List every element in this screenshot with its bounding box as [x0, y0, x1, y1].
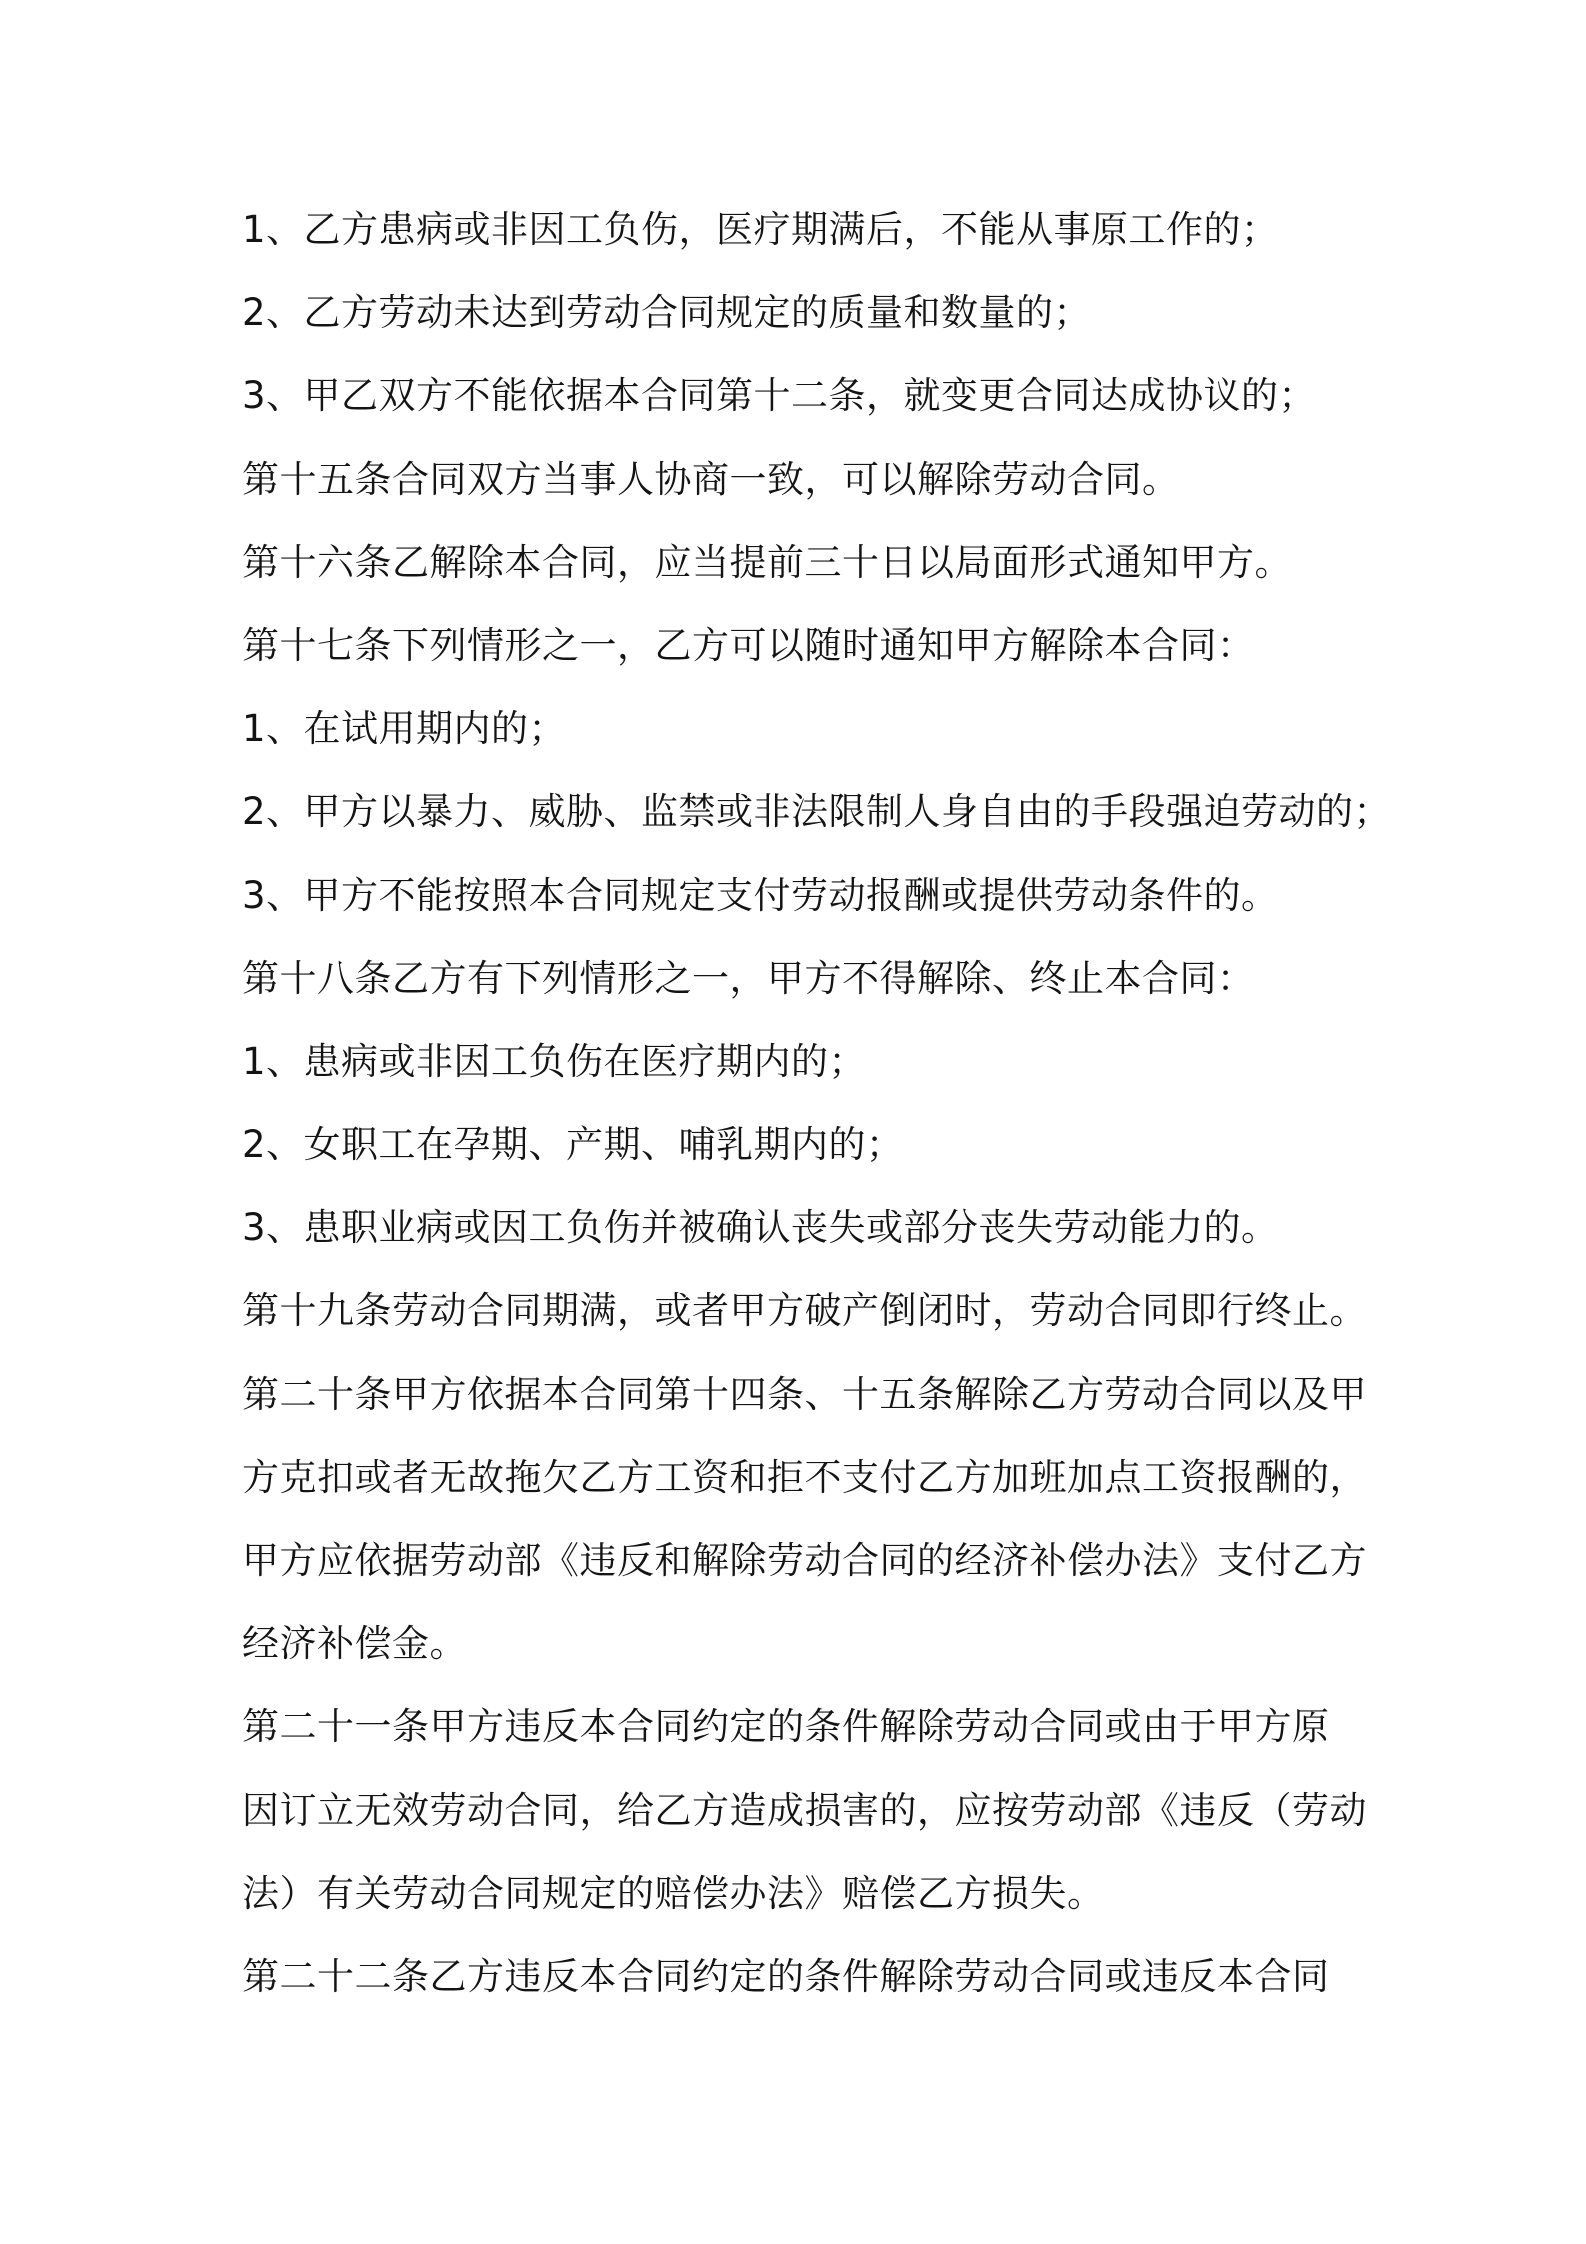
text-line: 第二十一条甲方违反本合同约定的条件解除劳动合同或由于甲方原 [242, 1705, 1330, 1749]
text-line: 2、乙方劳动未达到劳动合同规定的质量和数量的； [242, 291, 1092, 335]
text-line: 第十八条乙方有下列情形之一，甲方不得解除、终止本合同： [242, 956, 1255, 1000]
text-line: 第十九条劳动合同期满，或者甲方破产倒闭时，劳动合同即行终止。 [242, 1289, 1367, 1333]
text-line: 法）有关劳动合同规定的赔偿办法》赔偿乙方损失。 [242, 1871, 1105, 1915]
text-line: 3、甲方不能按照本合同规定支付劳动报酬或提供劳动条件的。 [242, 873, 1279, 917]
text-line: 第二十二条乙方违反本合同约定的条件解除劳动合同或违反本合同 [242, 1954, 1330, 1998]
text-line: 1、乙方患病或非因工负伤，医疗期满后，不能从事原工作的； [242, 208, 1279, 251]
text-line: 甲方应依据劳动部《违反和解除劳动合同的经济补偿办法》支付乙方 [242, 1539, 1367, 1582]
text-line: 第十五条合同双方当事人协商一致，可以解除劳动合同。 [242, 457, 1180, 501]
text-line: 3、患职业病或因工负伤并被确认丧失或部分丧失劳动能力的。 [242, 1206, 1279, 1250]
text-line: 方克扣或者无故拖欠乙方工资和拒不支付乙方加班加点工资报酬的， [242, 1455, 1367, 1499]
text-line: 1、在试用期内的； [242, 707, 567, 751]
text-line: 因订立无效劳动合同，给乙方造成损害的，应按劳动部《违反（劳动 [242, 1788, 1367, 1832]
document-body [242, 198, 1392, 2028]
text-line: 第十六条乙解除本合同，应当提前三十日以局面形式通知甲方。 [242, 540, 1292, 584]
text-line: 2、甲方以暴力、威胁、监禁或非法限制人身自由的手段强迫劳动的； [242, 790, 1392, 834]
text-line: 第二十条甲方依据本合同第十四条、十五条解除乙方劳动合同以及甲 [242, 1372, 1367, 1416]
text-line: 1、患病或非因工负伤在医疗期内的； [242, 1039, 867, 1083]
text-line: 经济补偿金。 [242, 1622, 467, 1666]
text-line: 3、甲乙双方不能依据本合同第十二条，就变更合同达成协议的； [242, 374, 1317, 418]
text-line: 第十七条下列情形之一，乙方可以随时通知甲方解除本合同： [242, 623, 1255, 667]
text-line: 2、女职工在孕期、产期、哺乳期内的； [242, 1123, 904, 1167]
